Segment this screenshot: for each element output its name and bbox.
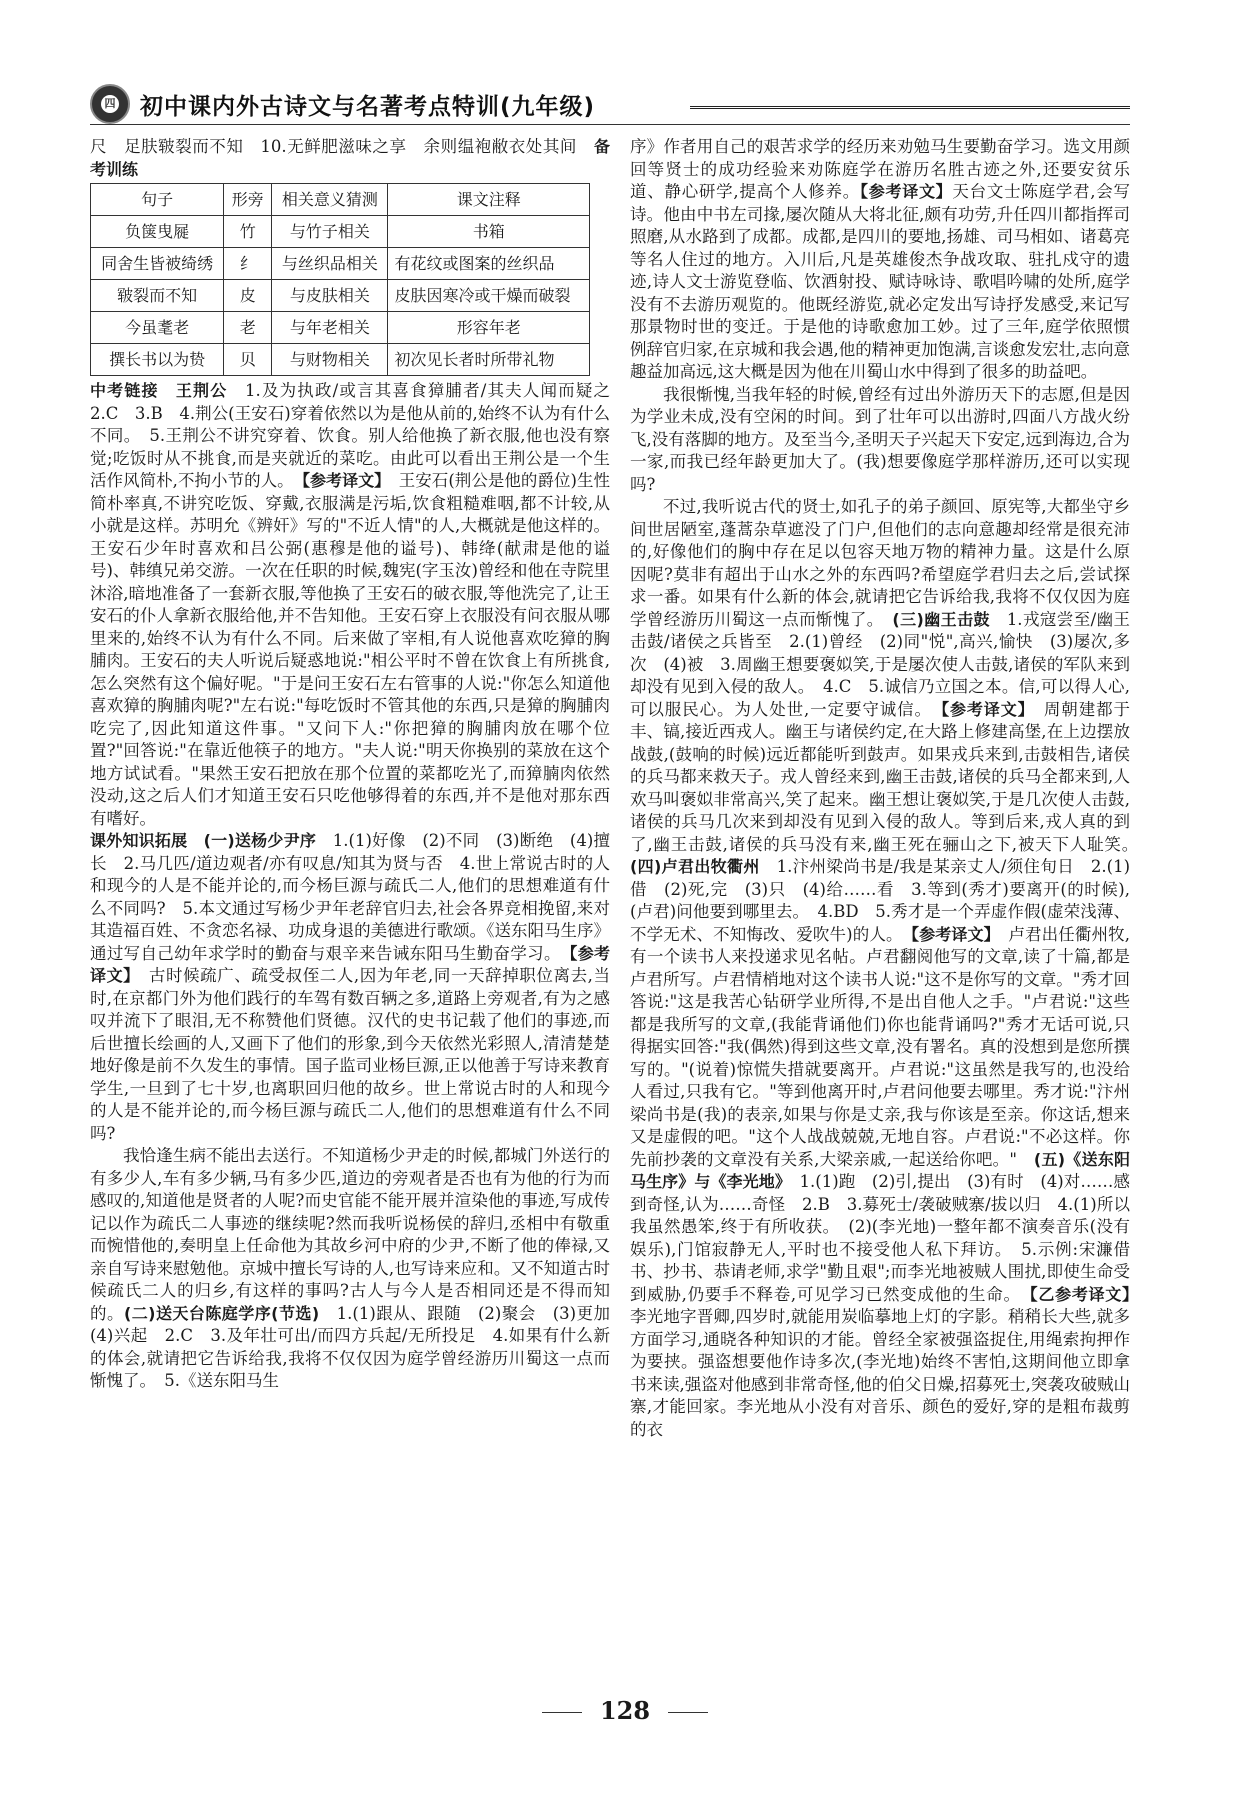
translation-heading: 【参考译文】 xyxy=(941,699,1027,719)
table-cell: 同舍生皆被绮绣 xyxy=(91,248,224,280)
translation-heading: 【参考译文】 xyxy=(910,924,992,944)
book-logo-icon: 四 xyxy=(90,84,130,124)
section-heading: (四)卢君出牧衢州 xyxy=(630,857,760,876)
answer-paragraph: 序》作者用自己的艰苦求学的经历来劝勉马生要勤奋学习。选文用颜回等贤士的成功经验来劝陈庭学在游历名胜古迹之外,还要安贫乐道、静心研学,提高个人修养。【参考译文】天台文士陈庭学君,会写诗。他由中书左司掾,屡次随从大将北征,颇有功劳,升任四川都指挥司照磨,从水路到了成都。成都,是四川的要地,扬雄、司马相如、诸葛亮等名人住过的地方。入川后,凡是英雄俊杰争战攻取、驻扎戍守的遗迹,诗人文士游览登临、饮酒射投、赋诗咏诗、歌唱吟啸的处所,庭学没有不去游历观览的。他既经游览,就必定发出写诗抒发感受,来记写那景物时世的变迁。于是他的诗歌愈加工妙。过了三年,庭学依照惯例辞官归家,在京城和我会遇,他的精神更加饱满,言谈愈发宏壮,志向意趣益加高远,这大概是因为他在川蜀山水中得到了很多的助益吧。 xyxy=(630,137,1130,381)
answer-paragraph: 不过,我听说古代的贤士,如孔子的弟子颜回、原宪等,大都坐守乡间世居陋室,蓬蒿杂草遮没了门户,但他们的志向意趣却经常是很充沛的,好像他们的胸中存在足以包容天地万物的精神力量。这是什么原因呢?莫非有超出于山水之外的东西吗?希望庭学君归去之后,尝试探求一番。如果有什么新的体会,就请把它告诉给我,我将不仅仅因为庭学曾经游历川蜀这一点而惭愧了。 (三)幽王击鼓 1.戎寇尝至/幽王击鼓/诸侯之兵皆至 2.(1)曾经 (2)同"悦",高兴,愉快 (3)屡次,多次 (4)被 3.周幽王想要褒姒笑,于是屡次使人击鼓,诸侯的军队来到却没有见到入侵的敌人。 4.C 5.诚信乃立国之本。信,可以得人心,可以服民心。为人处世,一定要守诚信。 【参考译文】 周朝建都于丰、镐,接近西戎人。幽王与诸侯约定,在大路上修建高堡,在上边摆放战鼓,(鼓响的时候)远近都能听到鼓声。如果戎兵来到,击鼓相告,诸侯的兵马都来救天子。戎人曾经来到,幽王击鼓,诸侯的兵马全都来到,人欢马叫褒姒非常高兴,笑了起来。幽王想让褒姒笑,于是几次使人击鼓,诸侯的兵马几次来到却没有见到入侵的敌人。等到后来,戎人真的到了,幽王击鼓,诸侯的兵马没有来,幽王死在骊山之下,被天下人耻笑。 (四)卢君出牧衢州 1.汴州梁尚书是/我是某亲丈人/须住旬日 2.(1)借 (2)死,完 (3)只 (4)给……看 3.等到(秀才)要离开(的时候),(卢君)问他要到哪里去。 4.BD 5.秀才是一个弄虚作假(虚荣浅薄、不学无术、不知悔改、爱吹牛)的人。 【参考译文】 卢君出任衢州牧,有一个读书人来投递求见名帖。卢君翻阅他写的文章,读了十篇,都是卢君所写。卢君情梢地对这个读书人说:"这不是你写的文章。"秀才回答说:"这是我苦心钻研学业所得,不是出自他人之手。"卢君说:"这些都是我所写的文章,(我能背诵他们)你也能背诵吗?"秀才无话可说,只得据实回答:"我(偶然)得到这些文章,没有署名。真的没想到是您所撰写的。"(说着)惊慌失措就要离开。卢君说:"这虽然是我写的,也没给人看过,只我有它。"等到他离开时,卢君问他要去哪里。秀才说:"汴州梁尚书是(我)的表亲,如果与你是丈亲,我与你该是至亲。你这话,想来又是虚假的吧。"这个人战战兢兢,无地自容。卢君说:"不必这样。你先前抄袭的文章没有关系,大梁亲戚,一起送给你吧。" (五)《送东阳马生序》与《李光地》 1.(1)跑 (2)引,提出 (3)有时 (4)对……感到奇怪,认为……奇怪 2.B 3.募死士/袭破贼寨/拔以归 4.(1)所以我虽然愚笨,终于有所收获。 (2)(李光地)一整年都不演奏音乐(没有娱乐),门馆寂静无人,平时也不接受他人私下拜访。 5.示例:宋濂借书、抄书、恭请老师,求学"勤且艰";而李光地被贼人围扰,即使生命受到威胁,仍要手不释卷,可见学习已然变成他的生命。 【乙参考译文】 李光地字晋卿,四岁时,就能用炭临摹地上灯的字影。稍稍长大些,就多方面学习,通晓各种知识的才能。曾经全家被强盗捉住,用绳索拘押作为要挟。强盗想要他作诗多次,(李光地)始终不害怕,这期间他立即拿书来读,强盗对他感到非常奇怪,他的伯父日燥,招募死士,突袭攻破贼山寨,才能回家。李光地从小没有对音乐、颜色的爱好,穿的是粗布裁剪的衣 xyxy=(630,497,1131,1439)
table-row xyxy=(91,344,590,376)
table-cell: 与皮肤相关 xyxy=(272,280,388,312)
right-column xyxy=(630,136,1130,1676)
table-header-cell: 课文注释 xyxy=(388,184,590,216)
answer-paragraph: 中考链接 王荆公 1.及为执政/或言其喜食獐脯者/其夫人闻而疑之 2.C 3.B 4.荆公(王安石)穿着依然以为是他从前的,始终不认为有什么不同。 5.王荆公不讲究穿着、饮食。别人给他换了新衣服,他也没有察觉;吃饭时从不挑食,而是夹就近的菜吃。由此可以看出王荆公是一个生活作风简朴,不拘小节的人。 【参考译文】 王安石(荆公是他的爵位)生性简朴率真,不讲究吃饭、穿戴,衣服满是污垢,饮食粗糙难咽,都不计较,从小就是这样。苏明允《辨奸》写的"不近人情"的人,大概就是他这样的。王安石少年时喜欢和吕公弼(惠穆是他的谥号)、韩绛(献肃是他的谥号)、韩缜兄弟交游。一次在任职的时候,魏宪(字玉汝)曾经和他在寺院里沐浴,暗地准备了一套新衣服,等他换了王安石的破衣服,等他洗完了,让王安石的仆人拿新衣服给他,并不告知他。王安石穿上衣服没有问衣服从哪里来的,始终不认为有什么不同。后来做了宰相,有人说他喜欢吃獐的胸脯肉。王安石的夫人听说后疑惑地说:"相公平时不曾在饮食上有所挑食,怎么突然有这个偏好呢。"于是问王安石左右管事的人说:"你怎么知道他喜欢獐的胸脯肉呢?"左右说:"每吃饭时不管其他的东西,只是獐的胸脯肉吃完了,因此知道这件事。"又问下人:"你把獐的胸脯肉放在哪个位置?"回答说:"在靠近他筷子的地方。"夫人说:"明天你换别的菜放在这个地方试试看。"果然王安石把放在那个位置的菜都吃光了,而獐腩肉依然没动,这之后人们才知道王安石只吃他够得着的东西,并不是他对那东西有嗜好。 xyxy=(90,381,627,828)
section-heading: (三)幽王击鼓 xyxy=(892,609,990,629)
answer-paragraph: 我恰逢生病不能出去送行。不知道杨少尹走的时候,都城门外送行的有多少人,车有多少辆,马有多少匹,道边的旁观者是否也有为他的行为而感叹的,知道他是贤者的人呢?而史官能不能开展并渲染他的事迹,写成传记以作为疏氏二人事迹的继续呢?然而我听说杨侯的辞归,丞相中有敬重而惋惜他的,奏明皇上任命他为其故乡河中府的少尹,不断了他的俸禄,又亲自写诗来慰勉他。京城中擅长写诗的人,也写诗来应和。又不知道古时候疏氏二人的归乡,有这样的事吗?古人与今人是否相同还是不得而知的。(二)送天台陈庭学序(节选) 1.(1)跟从、跟随 (2)聚会 (3)更加 (4)兴起 2.C 3.及年壮可出/而四方兵起/无所投足 4.如果有什么新的体会,就请把它告诉给我,我将不仅仅因为庭学曾经游历川蜀这一点而惭愧了。 5.《送东阳马生 xyxy=(90,1146,627,1390)
table-cell: 负箧曳屣 xyxy=(91,216,224,248)
section-heading: 课外知识拓展 (一)送杨少尹序 xyxy=(90,831,317,850)
translation-heading: 【参考译文】 xyxy=(860,182,953,201)
section-heading: (二)送天台陈庭学序(节选) xyxy=(123,1303,320,1323)
table-row xyxy=(91,248,590,280)
table-cell: 与丝织品相关 xyxy=(272,248,388,280)
table-cell: 与财物相关 xyxy=(272,344,388,376)
table-cell: 有花纹或图案的丝织品 xyxy=(388,248,590,280)
table-cell: 今虽耄老 xyxy=(91,312,224,344)
answer-paragraph: 我很惭愧,当我年轻的时候,曾经有过出外游历天下的志愿,但是因为学业未成,没有空闲的时间。到了壮年可以出游时,四面八方战火纷飞,没有落脚的地方。及至当今,圣明天子兴起天下安定,远到海边,合为一家,而我已经年龄更加大了。(我)想要像庭学那样游历,还可以实现吗? xyxy=(630,384,1130,494)
header-title: 初中课内外古诗文与名著考点特训(九年级) xyxy=(140,94,596,120)
vocab-table xyxy=(90,183,590,376)
table-cell: 初次见长者时所带礼物 xyxy=(388,344,590,376)
translation-heading: 【乙参考译文】 xyxy=(1029,1284,1130,1304)
translation-heading: 【参考译文】 xyxy=(301,471,383,490)
table-row xyxy=(91,216,590,248)
table-cell: 皮 xyxy=(224,280,272,312)
table-header-cell: 形旁 xyxy=(224,184,272,216)
page-number-dash xyxy=(542,1712,582,1713)
table-cell: 竹 xyxy=(224,216,272,248)
table-header-row xyxy=(91,184,590,216)
section-heading: (五)《送东阳马生序》与《李光地》 xyxy=(630,1149,1130,1191)
translation-heading: 【参考译文】 xyxy=(90,943,611,985)
table-cell: 老 xyxy=(224,312,272,344)
section-heading: 备考训练 xyxy=(90,137,610,179)
table-cell: 皮肤因寒冷或干燥而破裂 xyxy=(388,280,590,312)
table-cell: 撰长书以为贽 xyxy=(91,344,224,376)
header-divider xyxy=(90,124,1130,125)
page-number: 128 xyxy=(0,1696,1250,1725)
answer-paragraph: 尺 足肤皲裂而不知 10.无鲜肥滋味之享 余则缊袍敝衣处其间 备考训练 xyxy=(90,137,610,179)
answer-paragraph: 课外知识拓展 (一)送杨少尹序 1.(1)好像 (2)不同 (3)断绝 (4)擅长 2.马几匹/道边观者/亦有叹息/知其为贤与否 4.世上常说古时的人和现今的人是不能并论的,而今杨巨源与疏氏二人,他们的思想难道有什么不同吗? 5.本文通过写杨少尹年老辞官归去,社会各界竞相挽留,来对其造福百姓、不贪恋名禄、功成身退的美德进行歌颂。《送东阳马生序》通过写自己幼年求学时的勤奋与艰辛来告诫东阳马生勤奋学习。 【参考译文】 古时候疏广、疏受叔侄二人,因为年老,同一天辞掉职位离去,当时,在京都门外为他们践行的车驾有数百辆之多,道路上旁观者,有为之感叹并流下了眼泪,无不称赞他们贤德。汉代的史书记载了他们的事迹,而后世擅长绘画的人,又画下了他们的形象,到今天依然光彩照人,清清楚楚地好像是前不久发生的事情。国子监司业杨巨源,正以他善于写诗来教育学生,一旦到了七十岁,也离职回归他的故乡。世上常说古时的人和现今的人是不能并论的,而今杨巨源与疏氏二人,他们的思想难道有什么不同吗? xyxy=(90,831,611,1143)
table-cell: 纟 xyxy=(224,248,272,280)
page-number-dash xyxy=(668,1712,708,1713)
section-heading: 中考链接 王荆公 xyxy=(90,381,228,400)
table-cell: 贝 xyxy=(224,344,272,376)
table-row xyxy=(91,312,590,344)
table-cell: 书箱 xyxy=(388,216,590,248)
table-cell: 与竹子相关 xyxy=(272,216,388,248)
table-header-cell: 相关意义猜测 xyxy=(272,184,388,216)
table-cell: 皲裂而不知 xyxy=(91,280,224,312)
table-header-cell: 句子 xyxy=(91,184,224,216)
header-rule xyxy=(690,106,1130,109)
table-cell: 与年老相关 xyxy=(272,312,388,344)
table-row xyxy=(91,280,590,312)
left-column xyxy=(90,136,627,1676)
page-header xyxy=(90,84,1130,124)
table-cell: 形容年老 xyxy=(388,312,590,344)
